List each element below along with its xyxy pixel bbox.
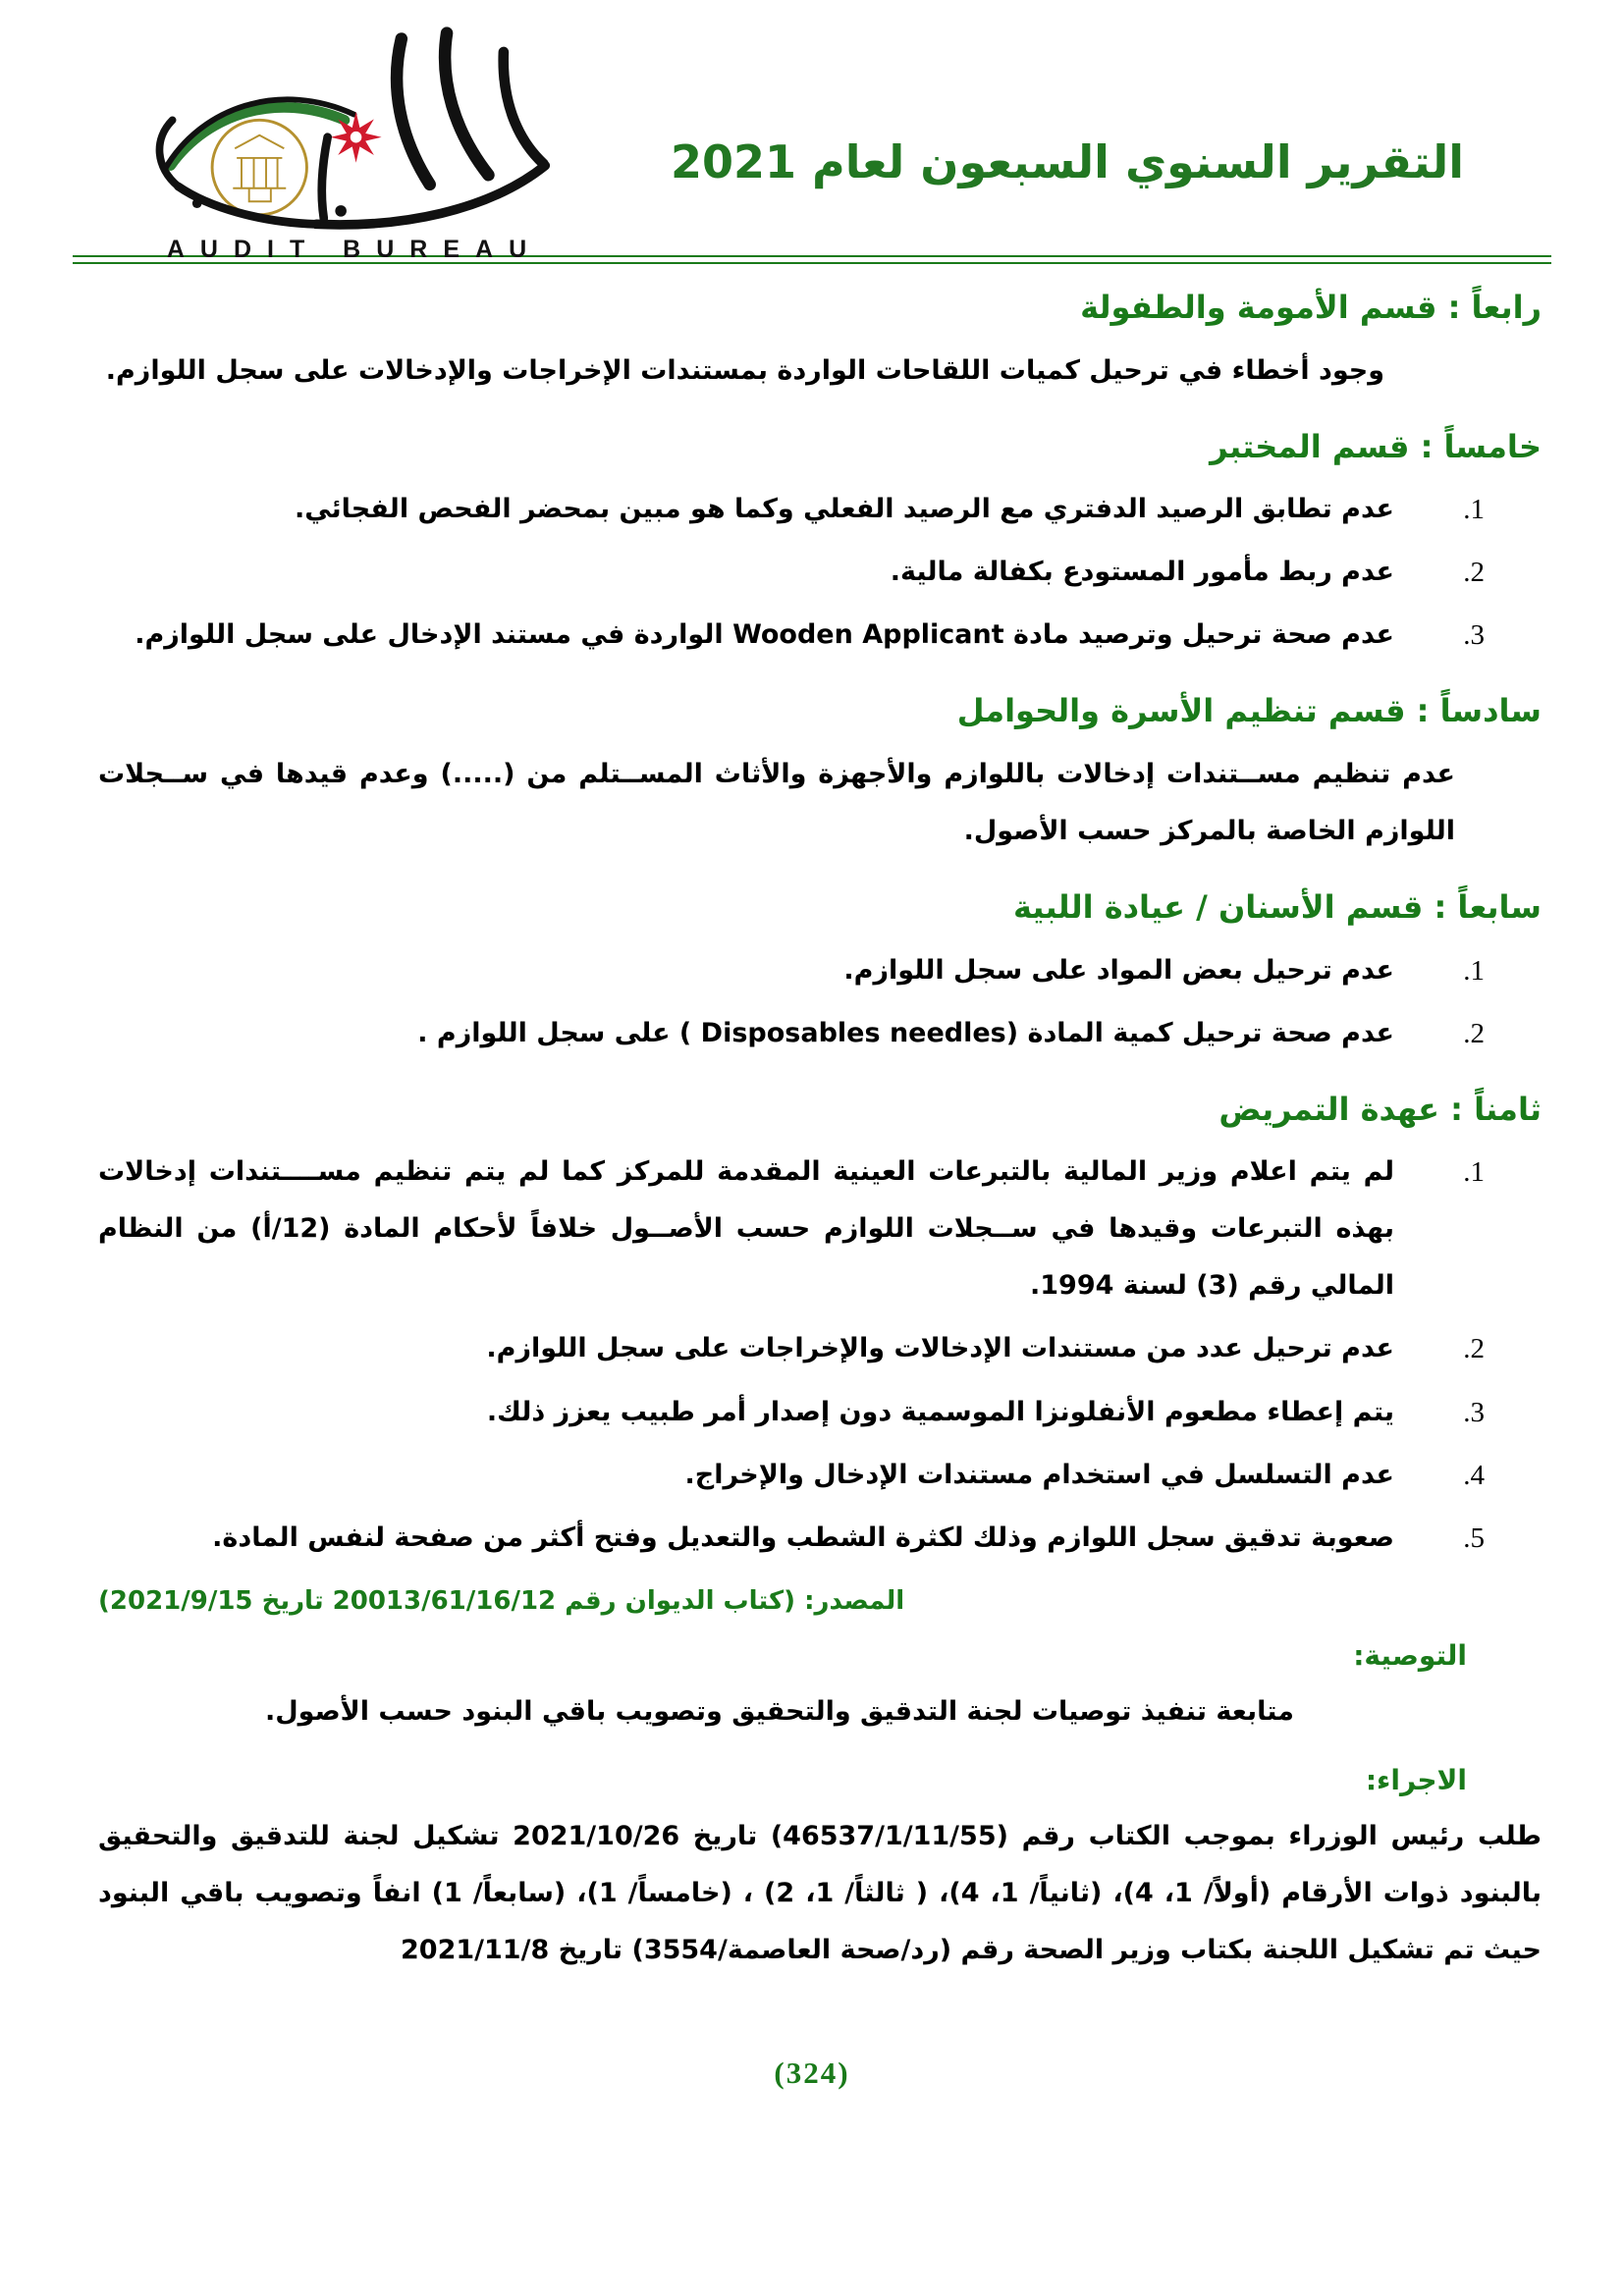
section-heading-8: ثامناً : عهدة التمريض: [1218, 1090, 1542, 1128]
audit-bureau-logo: [110, 26, 593, 264]
item-number: 2.: [1463, 557, 1485, 589]
item-number: 1.: [1463, 494, 1485, 526]
list-item: [98, 1320, 1485, 1377]
section-heading-6: سادساً : قسم تنظيم الأسرة والحوامل: [956, 692, 1542, 730]
item-text: عدم تطابق الرصيد الدفتري مع الرصيد الفعلي وكما هو مبين بمحضر الفحص الفجائي.: [294, 494, 1394, 525]
item-text: عدم التسلسل في استخدام مستندات الإدخال والإخراج.: [684, 1459, 1394, 1490]
source-line: المصدر: (كتاب الديوان رقم 20013/61/16/12 تاريخ 2021/9/15): [98, 1585, 905, 1616]
item-number: 5.: [1463, 1522, 1485, 1554]
section-heading-4: رابعاً : قسم الأمومة والطفولة: [1080, 289, 1542, 326]
petra-emblem-icon: [212, 120, 306, 214]
item-text: عدم صحة ترحيل وترصيد مادة Wooden Applicant الواردة في مستند الإدخال على سجل اللوازم.: [135, 619, 1394, 651]
item-number: 1.: [1463, 954, 1485, 987]
item-text: عدم صحة ترحيل كمية المادة (Disposables needles ) على سجل اللوازم .: [417, 1017, 1394, 1048]
item-number: 4.: [1463, 1459, 1485, 1491]
section-8-list: [98, 1144, 1542, 1566]
report-title: التقرير السنوي السبعون لعام 2021: [670, 135, 1465, 188]
page-header: [0, 0, 1624, 263]
report-body: [0, 264, 1624, 1979]
item-number: 3.: [1463, 1396, 1485, 1428]
item-text: يتم إعطاء مطعوم الأنفلونزا الموسمية دون إصدار أمر طبيب يعزز ذلك.: [486, 1396, 1394, 1427]
title-area: [593, 26, 1542, 188]
logo-subtitle: AUDIT BUREAU: [166, 236, 543, 263]
recommendation-text: متابعة تنفيذ توصيات لجنة التدقيق والتحقيق وتصويب باقي البنود حسب الأصول.: [264, 1695, 1294, 1727]
recommendation-label: التوصية:: [1353, 1638, 1467, 1672]
procedure-label: الاجراء:: [1365, 1763, 1467, 1796]
item-text: عدم ترحيل بعض المواد على سجل اللوازم.: [843, 954, 1394, 986]
jordan-star-icon: [331, 112, 382, 163]
item-text: لم يتم اعلام وزير المالية بالتبرعات العينية المقدمة للمركز كما لم يتم تنظيم مســــتندات إدخالات بهذه التبرعات وقيدها في ســجلات اللوازم حسب الأصــول خلافاً لأحكام المادة (12/أ) من النظام المالي رقم (3) لسنة 1994.: [98, 1156, 1394, 1302]
list-item: [98, 942, 1485, 999]
section-4-paragraph: وجود أخطاء في ترحيل كميات اللقاحات الواردة بمستندات الإخراجات والإدخالات على سجل اللوازم.: [105, 354, 1384, 386]
section-5-list: [98, 481, 1542, 664]
section-6-paragraph: عدم تنظيم مســتندات إدخالات باللوازم والأجهزة والأثاث المســتلم من (.....) وعدم قيدها في ســجلات اللوازم الخاصة بالمركز حسب الأصول.: [98, 758, 1455, 847]
list-item: [98, 1144, 1485, 1314]
audit-bureau-calligraphy-icon: [110, 26, 593, 234]
item-number: 3.: [1463, 619, 1485, 652]
list-item: [98, 607, 1485, 664]
procedure-text: طلب رئيس الوزراء بموجب الكتاب رقم (46537/1/11/55) تاريخ 2021/10/26 تشكيل لجنة للتدقيق والتحقيق بالبنود ذوات الأرقام (أولاً/ 1، 4)، (ثانياً/ 1، 4)، ( ثالثاً/ 1، 2) ، (خامساً/ 1)، (سابعاً/ 1) انفاً وتصويب باقي البنود حيث تم تشكيل اللجنة بكتاب وزير الصحة رقم (رد/صحة العاصمة/3554) تاريخ 2021/11/8: [98, 1820, 1542, 1965]
section-7-list: [98, 942, 1542, 1062]
item-number: 1.: [1463, 1156, 1485, 1189]
list-item: [98, 1005, 1485, 1062]
list-item: [98, 1384, 1485, 1441]
section-heading-5: خامساً : قسم المختبر: [1210, 427, 1542, 465]
item-text: عدم ترحيل عدد من مستندات الإدخالات والإخراجات على سجل اللوازم.: [486, 1333, 1394, 1364]
item-number: 2.: [1463, 1333, 1485, 1365]
list-item: [98, 1510, 1485, 1567]
page-number: (324): [774, 2056, 850, 2090]
list-item: [98, 481, 1485, 538]
item-number: 2.: [1463, 1017, 1485, 1049]
item-text: صعوبة تدقيق سجل اللوازم وذلك لكثرة الشطب والتعديل وفتح أكثر من صفحة لنفس المادة.: [212, 1522, 1394, 1553]
list-item: [98, 1447, 1485, 1504]
section-heading-7: سابعاً : قسم الأسنان / عيادة اللبية: [1013, 888, 1542, 927]
list-item: [98, 544, 1485, 601]
item-text: عدم ربط مأمور المستودع بكفالة مالية.: [890, 557, 1394, 588]
